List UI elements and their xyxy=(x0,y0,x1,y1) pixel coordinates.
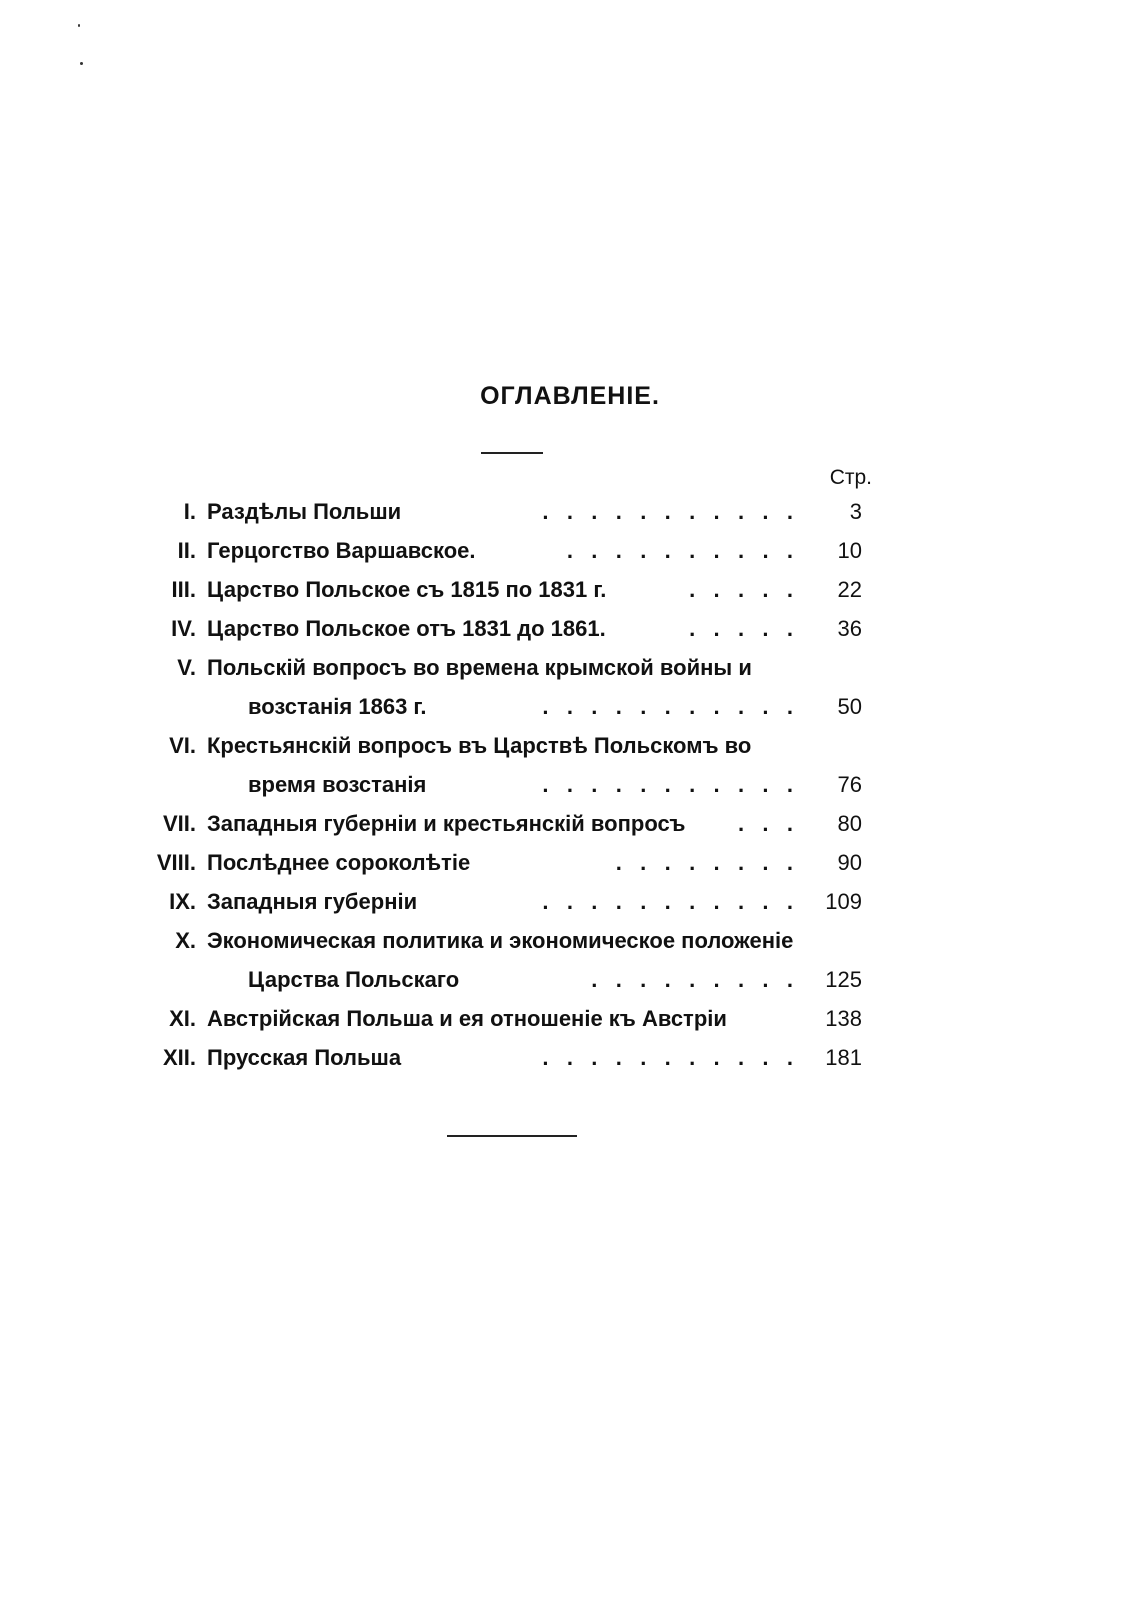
chapter-numeral: X. xyxy=(175,928,196,953)
toc-entry xyxy=(0,609,1140,648)
dot-leader: . . . . . . . . . . . xyxy=(542,694,793,719)
chapter-title: Австрійская Польша и ея отношеніе къ Австріи xyxy=(207,1006,727,1031)
toc-entry-line xyxy=(0,648,1140,687)
dot-leader: . . . . . xyxy=(689,577,793,602)
dot-leader: . . . . . . . . . . . xyxy=(542,1045,793,1070)
chapter-numeral: V. xyxy=(177,655,196,680)
toc-entry-line xyxy=(0,609,1140,648)
chapter-title: Польскій вопросъ во времена крымской войны и xyxy=(207,655,752,680)
toc-entry-line xyxy=(0,921,1140,960)
chapter-numeral: XII. xyxy=(162,1045,196,1070)
toc-entry-line xyxy=(0,999,1140,1038)
chapter-title: Герцогство Варшавское. xyxy=(207,538,476,563)
toc-entry-line xyxy=(0,765,1140,804)
chapter-numeral: VIII. xyxy=(156,850,196,875)
chapter-numeral: VI. xyxy=(169,733,196,758)
end-divider xyxy=(447,1135,577,1137)
page-number: 50 xyxy=(837,694,862,719)
toc-entry-line xyxy=(0,531,1140,570)
chapter-title: возстанія 1863 г. xyxy=(248,694,427,719)
toc-entry xyxy=(0,570,1140,609)
title-divider xyxy=(481,452,543,454)
chapter-title: Царства Польскаго xyxy=(248,967,460,992)
chapter-numeral: XI. xyxy=(169,1006,196,1031)
page-number: 90 xyxy=(837,850,862,875)
toc-title: ОГЛАВЛЕНIЕ. xyxy=(480,382,660,410)
dot-leader: . . . . . xyxy=(689,616,793,641)
toc-entry-line xyxy=(0,804,1140,843)
dot-leader: . . . . . . . . . . . xyxy=(542,889,793,914)
page-number: 3 xyxy=(849,499,862,524)
toc-entry xyxy=(0,726,1140,804)
page-number: 10 xyxy=(837,538,862,563)
chapter-numeral: III. xyxy=(171,577,196,602)
toc-entry xyxy=(0,999,1140,1038)
chapter-title: Царство Польское отъ 1831 до 1861. xyxy=(207,616,606,641)
toc-entry xyxy=(0,843,1140,882)
chapter-title: время возстанія xyxy=(248,772,427,797)
toc-entry xyxy=(0,1038,1140,1077)
toc-entry xyxy=(0,804,1140,843)
chapter-title: Западныя губерніи xyxy=(207,889,418,914)
table-of-contents xyxy=(0,492,1140,1077)
chapter-numeral: IX. xyxy=(169,889,196,914)
chapter-title: Послѣднее сороколѣтіе xyxy=(207,850,471,875)
dot-leader: . . . xyxy=(737,811,793,836)
chapter-title: Раздѣлы Польши xyxy=(207,499,402,524)
toc-entry-line xyxy=(0,687,1140,726)
dot-leader: . . . . . . . . xyxy=(615,850,793,875)
toc-entry xyxy=(0,648,1140,726)
scan-speck xyxy=(78,24,80,27)
pages-column-label: Стр. xyxy=(829,466,872,489)
toc-entry-line xyxy=(0,882,1140,921)
toc-entry xyxy=(0,882,1140,921)
page-number: 181 xyxy=(825,1045,862,1070)
chapter-title: Царство Польское съ 1815 по 1831 г. xyxy=(207,577,607,602)
toc-entry-line xyxy=(0,1038,1140,1077)
toc-entry-line xyxy=(0,726,1140,765)
chapter-title: Крестьянскій вопросъ въ Царствѣ Польскомъ во xyxy=(207,733,752,758)
chapter-title: Экономическая политика и экономическое положеніе xyxy=(207,928,794,953)
toc-entry-line xyxy=(0,843,1140,882)
dot-leader: . . . . . . . . . . . xyxy=(542,499,793,524)
toc-entry-line xyxy=(0,570,1140,609)
dot-leader: . . . . . . . . . xyxy=(591,967,793,992)
chapter-title: Прусская Польша xyxy=(207,1045,402,1070)
toc-entry-line xyxy=(0,492,1140,531)
toc-entry xyxy=(0,531,1140,570)
chapter-numeral: VII. xyxy=(162,811,196,836)
chapter-numeral: II. xyxy=(177,538,196,563)
chapter-title: Западныя губерніи и крестьянскій вопросъ xyxy=(207,811,686,836)
chapter-numeral: I. xyxy=(183,499,196,524)
page-number: 109 xyxy=(825,889,862,914)
toc-entry xyxy=(0,921,1140,999)
dot-leader: . . . . . . . . . . xyxy=(566,538,793,563)
scan-speck xyxy=(80,62,83,65)
page-number: 36 xyxy=(837,616,862,641)
toc-entry-line xyxy=(0,960,1140,999)
dot-leader: . . . . . . . . . . . xyxy=(542,772,793,797)
page-number: 125 xyxy=(825,967,862,992)
chapter-numeral: IV. xyxy=(171,616,196,641)
page-number: 22 xyxy=(837,577,862,602)
page-number: 138 xyxy=(825,1006,862,1031)
toc-entry xyxy=(0,492,1140,531)
page-number: 76 xyxy=(837,772,862,797)
page-number: 80 xyxy=(837,811,862,836)
